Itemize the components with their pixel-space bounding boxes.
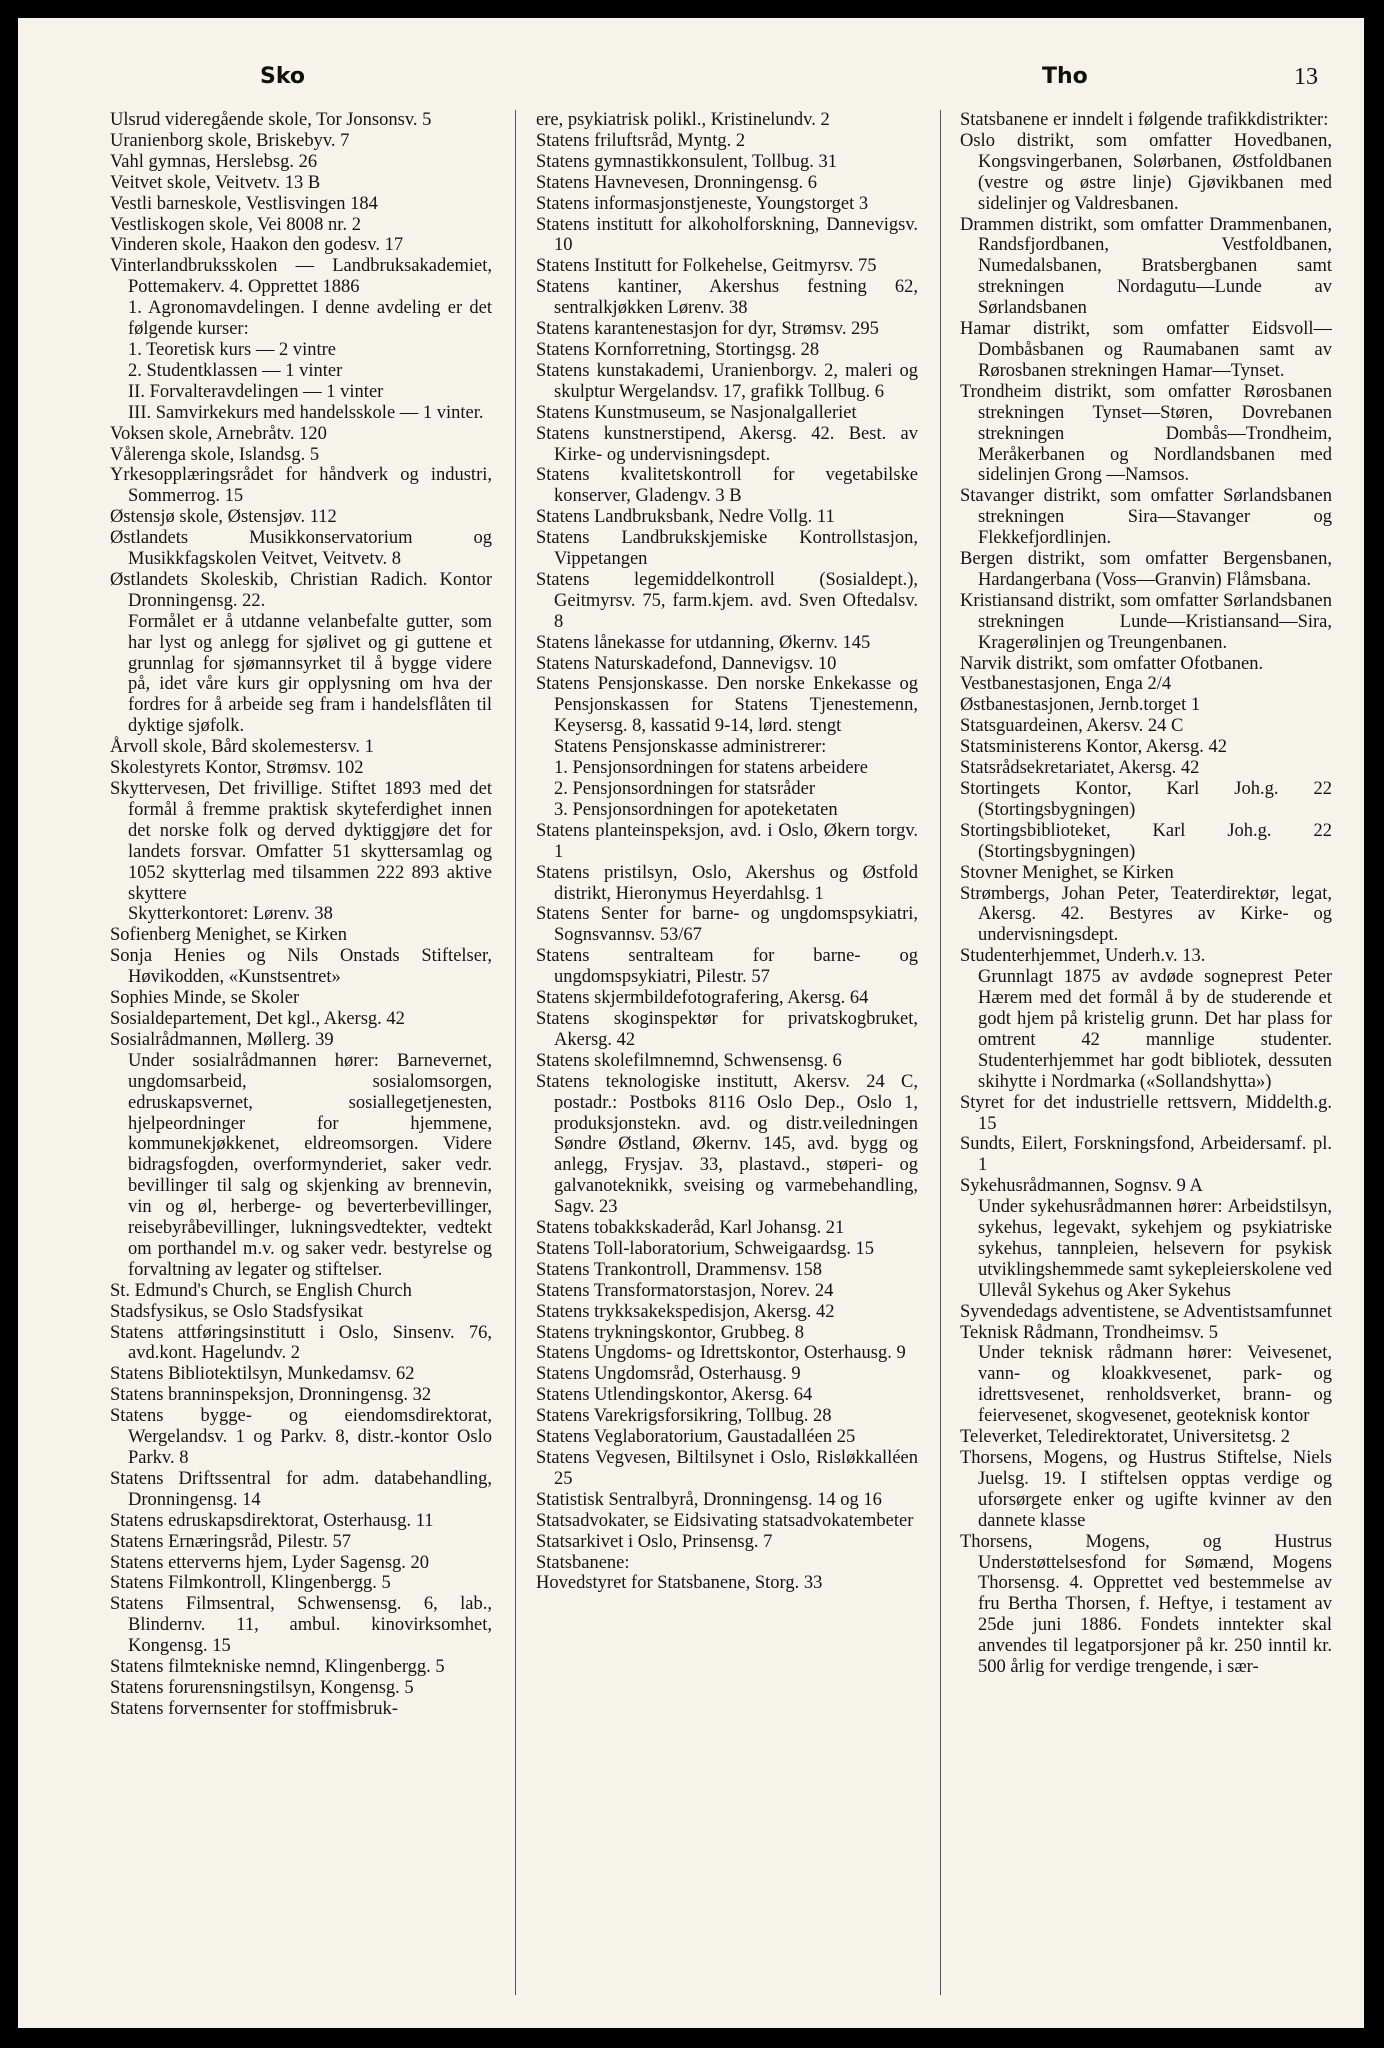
directory-entry: Hamar distrikt, som omfatter Eidsvoll—Dombåsbanen og Raumabanen samt av Rørosbanen strekningen Hamar—Tynset. bbox=[960, 319, 1332, 381]
directory-entry: Drammen distrikt, som omfatter Drammenbanen, Randsfjordbanen, Vestfoldbanen, Numedalsbanen, Bratsbergbanen samt strekningen Nordagutu—Lunde av Sørlandsbanen bbox=[960, 214, 1332, 319]
directory-entry: Statens skolefilmnemnd, Schwensensg. 6 bbox=[536, 1050, 842, 1071]
directory-entry: Årvoll skole, Bård skolemestersv. 1 bbox=[110, 737, 374, 758]
directory-entry: Uranienborg skole, Briskebyv. 7 bbox=[110, 130, 350, 151]
directory-entry: Yrkesopplæringsrådet for håndverk og industri, Sommerrog. 15 bbox=[110, 465, 492, 507]
directory-entry: Statistisk Sentralbyrå, Dronningensg. 14 og 16 bbox=[536, 1489, 882, 1510]
directory-entry: Statens Utlendingskontor, Akersg. 64 bbox=[536, 1385, 813, 1406]
directory-entry: Statens Pensjonskasse. Den norske Enkekasse og Pensjonskassen for Statens Tjenestemenn, Keysersg. 8, kassatid 9-14, lørd. stengt Statens Pensjonskasse administrerer: 1. Pensjonsordningen for statens arbeidere 2. Pensjonsordningen for statsråder 3. Pensjonsordningen for apoteketaten bbox=[536, 674, 918, 820]
directory-entry: Statens pristilsyn, Oslo, Akershus og Østfold distrikt, Hieronymus Heyerdahlsg. 1 bbox=[536, 862, 918, 904]
directory-entry: Statens Ungdomsråd, Osterhausg. 9 bbox=[536, 1364, 801, 1385]
directory-entry: Statens filmtekniske nemnd, Klingenbergg. 5 bbox=[110, 1657, 445, 1678]
directory-entry: Statens Varekrigsforsikring, Tollbug. 28 bbox=[536, 1406, 832, 1427]
directory-entry: Statsarkivet i Oslo, Prinsensg. 7 bbox=[536, 1531, 773, 1552]
directory-entry: Sofienberg Menighet, se Kirken bbox=[110, 925, 348, 946]
directory-entry: Statens Vegvesen, Biltilsynet i Oslo, Risløkkalléen 25 bbox=[536, 1448, 918, 1489]
directory-entry: Syvendedags adventistene, se Adventistsamfunnet bbox=[960, 1301, 1332, 1322]
directory-entry: Østlandets Musikkonservatorium og Musikkfagskolen Veitvet, Veitvetv. 8 bbox=[110, 528, 492, 570]
directory-entry: Statens edruskapsdirektorat, Osterhausg. 11 bbox=[110, 1510, 434, 1531]
directory-entry: Østbanestasjonen, Jernb.torget 1 bbox=[960, 695, 1201, 716]
directory-entry: Studenterhjemmet, Underh.v. 13. Grunnlagt 1875 av avdøde sogneprest Peter Hærem med det formål å by de studerende et godt hjem på kristelig grunn. Det har plass for omtrent 42 mannlige studenter. Studenterhjemmet har godt bibliotek, dessuten skihytte i Nordmarka («Sollandshytta») bbox=[960, 946, 1332, 1092]
directory-entry: Statens Landbrukskjemiske Kontrollstasjon, Vippetangen bbox=[536, 528, 918, 570]
directory-entry: Hovedstyret for Statsbanene, Storg. 33 bbox=[536, 1573, 823, 1594]
directory-entry: Statens Bibliotektilsyn, Munkedamsv. 62 bbox=[110, 1364, 415, 1385]
directory-entry: Stovner Menighet, se Kirken bbox=[960, 862, 1174, 883]
directory-entry: Vahl gymnas, Herslebsg. 26 bbox=[110, 151, 318, 172]
directory-entry: Styret for det industrielle rettsvern, Middelth.g. 15 bbox=[960, 1092, 1332, 1134]
directory-entry: Statens teknologiske institutt, Akersv. 24 C, postadr.: Postboks 8116 Oslo Dep., Oslo 1, produksjonstekn. avd. og distr.veiledningen Søndre Østland, Økernv. 145, avd. bygg og anlegg, Frysjav. 33, plastavd., støperi- og galvanoteknikk, sveising og varmebehandling, Sagv. 23 bbox=[536, 1071, 918, 1218]
directory-entry: Statens kunstakademi, Uranienborgv. 2, maleri og skulptur Wergelandsv. 17, grafikk Tollbug. 6 bbox=[536, 360, 918, 402]
directory-entry: Strømbergs, Johan Peter, Teaterdirektør, legat, Akersg. 42. Bestyres av Kirke- og undervisningsdept. bbox=[960, 883, 1332, 946]
directory-entry: Statens friluftsråd, Myntg. 2 bbox=[536, 130, 746, 151]
directory-entry: Vålerenga skole, Islandsg. 5 bbox=[110, 444, 320, 465]
directory-entry: Statens Filmsentral, Schwensensg. 6, lab., Blindernv. 11, ambul. kinovirksomhet, Kongensg. 15 bbox=[110, 1594, 492, 1657]
left-running-head: Sko bbox=[260, 64, 305, 89]
directory-entry: St. Edmund's Church, se English Church bbox=[110, 1280, 412, 1301]
directory-entry: Statens kvalitetskontroll for vegetabilske konserver, Gladengv. 3 B bbox=[536, 465, 918, 507]
directory-entry: Thorsens, Mogens, og Hustrus Understøttelsesfond for Sømænd, Mogens Thorsensg. 4. Opprettet ved bestemmelse av fru Bertha Thorsen, f. Heftye, i testament av 25de juni 1886. Fondets inntekter skal anvendes til legatporsjoner på kr. 250 inntil kr. 500 årlig for verdige trengende, i sær- bbox=[960, 1531, 1332, 1678]
directory-entry: Statens bygge- og eiendomsdirektorat, Wergelandsv. 1 og Parkv. 8, distr.-kontor Oslo Parkv. 8 bbox=[110, 1406, 492, 1468]
directory-entry: Stadsfysikus, se Oslo Stadsfysikat bbox=[110, 1301, 363, 1322]
directory-entry: Statens tobakkskaderåd, Karl Johansg. 21 bbox=[536, 1218, 845, 1239]
directory-entry: Statens Toll-laboratorium, Schweigaardsg. 15 bbox=[536, 1238, 874, 1259]
directory-entry: Ulsrud videregående skole, Tor Jonsonsv. 5 bbox=[110, 110, 432, 130]
directory-entry: Statens Filmkontroll, Klingenbergg. 5 bbox=[110, 1573, 391, 1594]
directory-entry: Vinterlandbruksskolen — Landbruksakademiet, Pottemakerv. 4. Opprettet 1886 1. Agronomavdelingen. I denne avdeling er det følgende kurser: 1. Teoretisk kurs — 2 vintre 2. Studentklassen — 1 vinter II. Forvalteravdelingen — 1 vinter III. Samvirkekurs med handelsskole — 1 vinter. bbox=[110, 256, 492, 423]
directory-entry: Statens legemiddelkontroll (Sosialdept.), Geitmyrsv. 75, farm.kjem. avd. Sven Oftedalsv. 8 bbox=[536, 569, 918, 632]
directory-entry: Statens karantenestasjon for dyr, Strømsv. 295 bbox=[536, 319, 879, 340]
directory-entry: Statens trykningskontor, Grubbeg. 8 bbox=[536, 1322, 804, 1343]
column-divider bbox=[940, 110, 941, 1995]
directory-entry: Sykehusrådmannen, Sognsv. 9 A Under sykehusrådmannen hører: Arbeidstilsyn, sykehus, legevakt, sykehjem og psykiatriske sykehus, tannpleien, helsevern for psykisk utviklingshemmede samt sykepleierskolene ved Ullevål Sykehus og Aker Sykehus bbox=[960, 1176, 1332, 1301]
directory-entry: Vestli barneskole, Vestlisvingen 184 bbox=[110, 193, 378, 214]
directory-entry: Statens forvernsenter for stoffmisbruk- bbox=[110, 1698, 398, 1719]
directory-entry: Statens Senter for barne- og ungdomspsykiatri, Sognsvannsv. 53/67 bbox=[536, 904, 918, 946]
directory-entry: Voksen skole, Arnebråtv. 120 bbox=[110, 423, 327, 444]
directory-entry: Bergen distrikt, som omfatter Bergensbanen, Hardangerbana (Voss—Granvin) Flåmsbana. bbox=[960, 549, 1332, 590]
directory-entry: Sonja Henies og Nils Onstads Stiftelser, Høvikodden, «Kunstsentret» bbox=[110, 946, 492, 988]
column-2 bbox=[536, 110, 918, 2005]
directory-entry: Vestliskogen skole, Vei 8008 nr. 2 bbox=[110, 214, 361, 235]
directory-entry: Vestbanestasjonen, Enga 2/4 bbox=[960, 674, 1172, 695]
directory-entry: Stortingets Kontor, Karl Joh.g. 22 (Stortingsbygningen) bbox=[960, 779, 1332, 820]
directory-entry: Kristiansand distrikt, som omfatter Sørlandsbanen strekningen Lunde—Kristiansand—Sira, Kragerølinjen og Treungenbanen. bbox=[960, 590, 1332, 653]
directory-entry: Statens kunstnerstipend, Akersg. 42. Best. av Kirke- og undervisningsdept. bbox=[536, 423, 918, 465]
column-divider bbox=[515, 110, 516, 1995]
directory-entry: Vinderen skole, Haakon den godesv. 17 bbox=[110, 235, 404, 256]
directory-entry: Statens Kunstmuseum, se Nasjonalgalleriet bbox=[536, 402, 857, 423]
directory-entry: Statsbanene: bbox=[536, 1552, 630, 1573]
directory-entry: Sophies Minde, se Skoler bbox=[110, 988, 300, 1009]
directory-entry: Statens Veglaboratorium, Gaustadalléen 25 bbox=[536, 1427, 856, 1448]
directory-entry: Stortingsbiblioteket, Karl Joh.g. 22 (Stortingsbygningen) bbox=[960, 820, 1332, 862]
directory-entry: Statens Driftssentral for adm. databehandling, Dronningensg. 14 bbox=[110, 1468, 492, 1510]
directory-entry: Veitvet skole, Veitvetv. 13 B bbox=[110, 172, 321, 193]
column-1 bbox=[110, 110, 492, 2005]
directory-entry: Statsguardeinen, Akersv. 24 C bbox=[960, 716, 1184, 737]
directory-entry: Teknisk Rådmann, Trondheimsv. 5 Under teknisk rådmann hører: Veivesenet, vann- og kloakkvesenet, park- og idrettsvesenet, renholdsverket, brann- og feiervesenet, skogvesenet, geoteknisk kontor bbox=[960, 1322, 1332, 1427]
directory-entry: Statens informasjonstjeneste, Youngstorget 3 bbox=[536, 193, 869, 214]
directory-entry: Østlandets Skoleskib, Christian Radich. Kontor Dronningensg. 22. Formålet er å utdanne velanbefalte gutter, som har lyst og anlegg for sjølivet og gi guttene et grunnlag for sjømannsyrket til å bygge videre på, idet våre kurs gir opplysning om hva der fordres for å arbeide seg fram i handelsflåten til dyktige sjøfolk. bbox=[110, 569, 492, 737]
directory-entry: Statens Institutt for Folkehelse, Geitmyrsv. 75 bbox=[536, 256, 877, 277]
directory-entry: Statens trykksakekspedisjon, Akersg. 42 bbox=[536, 1301, 835, 1322]
directory-page bbox=[18, 18, 1364, 2028]
directory-entry: Statens attføringsinstitutt i Oslo, Sinsenv. 76, avd.kont. Hagelundv. 2 bbox=[110, 1322, 492, 1364]
directory-entry: Statens Naturskadefond, Dannevigsv. 10 bbox=[536, 653, 837, 674]
directory-entry: Statens kantiner, Akershus festning 62, sentralkjøkken Lørenv. 38 bbox=[536, 277, 918, 319]
directory-entry: Sundts, Eilert, Forskningsfond, Arbeidersamf. pl. 1 bbox=[960, 1134, 1332, 1176]
directory-entry: Statens skoginspektør for privatskogbruket, Akersg. 42 bbox=[536, 1008, 918, 1050]
directory-entry: Statsministerens Kontor, Akersg. 42 bbox=[960, 737, 1227, 758]
directory-entry: Statens etterverns hjem, Lyder Sagensg. 20 bbox=[110, 1552, 430, 1573]
directory-entry: Skyttervesen, Det frivillige. Stiftet 1893 med det formål å fremme praktisk skyteferdighet innen det norske folk og derved dyktiggjøre det for landets forsvar. Omfatter 51 skyttersamlag og 1052 skytterlag med tilsammen 222 893 aktive skyttere Skytterkontoret: Lørenv. 38 bbox=[110, 779, 492, 925]
directory-entry: Statens planteinspeksjon, avd. i Oslo, Økern torgv. 1 bbox=[536, 820, 918, 862]
directory-entry: Trondheim distrikt, som omfatter Rørosbanen strekningen Tynset—Støren, Dovrebanen strekningen Dombås—Trondheim, Meråkerbanen og Nordlandsbanen med sidelinjen Grong —Namsos. bbox=[960, 381, 1332, 486]
directory-entry: Østensjø skole, Østensjøv. 112 bbox=[110, 507, 337, 528]
directory-entry: Statens Ernæringsråd, Pilestr. 57 bbox=[110, 1531, 351, 1552]
directory-entry: Statens branninspeksjon, Dronningensg. 32 bbox=[110, 1385, 432, 1406]
directory-entry: ere, psykiatrisk polikl., Kristinelundv. 2 bbox=[536, 110, 830, 130]
directory-entry: Statens gymnastikkonsulent, Tollbug. 31 bbox=[536, 151, 838, 172]
directory-entry: Statsbanene er inndelt i følgende trafikkdistrikter: bbox=[960, 110, 1329, 130]
column-3 bbox=[960, 110, 1332, 2005]
directory-entry: Statens Trankontroll, Drammensv. 158 bbox=[536, 1259, 823, 1280]
directory-entry: Statens Ungdoms- og Idrettskontor, Osterhausg. 9 bbox=[536, 1343, 906, 1364]
directory-entry: Oslo distrikt, som omfatter Hovedbanen, Kongsvingerbanen, Solørbanen, Østfoldbanen (vestre og østre linje) Gjøvikbanen med sidelinjer og Valdresbanen. bbox=[960, 130, 1332, 214]
directory-entry: Statens sentralteam for barne- og ungdomspsykiatri, Pilestr. 57 bbox=[536, 946, 918, 988]
directory-entry: Statens Landbruksbank, Nedre Vollg. 11 bbox=[536, 507, 835, 528]
directory-entry: Statens Transformatorstasjon, Norev. 24 bbox=[536, 1280, 834, 1301]
directory-entry: Sosialrådmannen, Møllerg. 39 Under sosialrådmannen hører: Barnevernet, ungdomsarbeid, sosialomsorgen, edruskapsvernet, sosiallegetjenesten, hjelpeordninger for hjemmene, kommunekjøkkenet, eldreomsorgen. Videre bidragsfogden, overformynderiet, saker vedr. bevillinger til salg og skjenking av brennevin, vin og øl, herberge- og beverterbevillinger, reisebyråbevillinger, lukningsvedtekter, vedtekt om porthandel m.v. og saker vedr. bestyrelse og forvaltning av legater og stiftelser. bbox=[110, 1029, 492, 1280]
directory-entry: Statens lånekasse for utdanning, Økernv. 145 bbox=[536, 632, 871, 653]
directory-entry: Statsrådsekretariatet, Akersg. 42 bbox=[960, 758, 1200, 779]
directory-entry: Narvik distrikt, som omfatter Ofotbanen. bbox=[960, 653, 1264, 674]
directory-entry: Statens Kornforretning, Stortingsg. 28 bbox=[536, 339, 820, 360]
directory-entry: Statens Havnevesen, Dronningensg. 6 bbox=[536, 172, 818, 193]
directory-entry: Stavanger distrikt, som omfatter Sørlandsbanen strekningen Sira—Stavanger og Flekkefjordlinjen. bbox=[960, 486, 1332, 549]
directory-entry: Statens forurensningstilsyn, Kongensg. 5 bbox=[110, 1677, 414, 1698]
directory-entry: Statens institutt for alkoholforskning, Dannevigsv. 10 bbox=[536, 214, 918, 256]
page-number: 13 bbox=[1294, 64, 1318, 90]
directory-entry: Televerket, Teledirektoratet, Universitetsg. 2 bbox=[960, 1427, 1290, 1448]
directory-entry: Statens skjermbildefotografering, Akersg. 64 bbox=[536, 988, 869, 1009]
directory-entry: Sosialdepartement, Det kgl., Akersg. 42 bbox=[110, 1008, 405, 1029]
right-running-head: Tho bbox=[1042, 64, 1088, 89]
directory-entry: Skolestyrets Kontor, Strømsv. 102 bbox=[110, 758, 364, 779]
directory-entry: Statsadvokater, se Eidsivating statsadvokatembeter bbox=[536, 1510, 914, 1531]
directory-entry: Thorsens, Mogens, og Hustrus Stiftelse, Niels Juelsg. 19. I stiftelsen opptas verdige og uforsørgete enker og ugifte kvinner av den dannete klasse bbox=[960, 1448, 1332, 1531]
